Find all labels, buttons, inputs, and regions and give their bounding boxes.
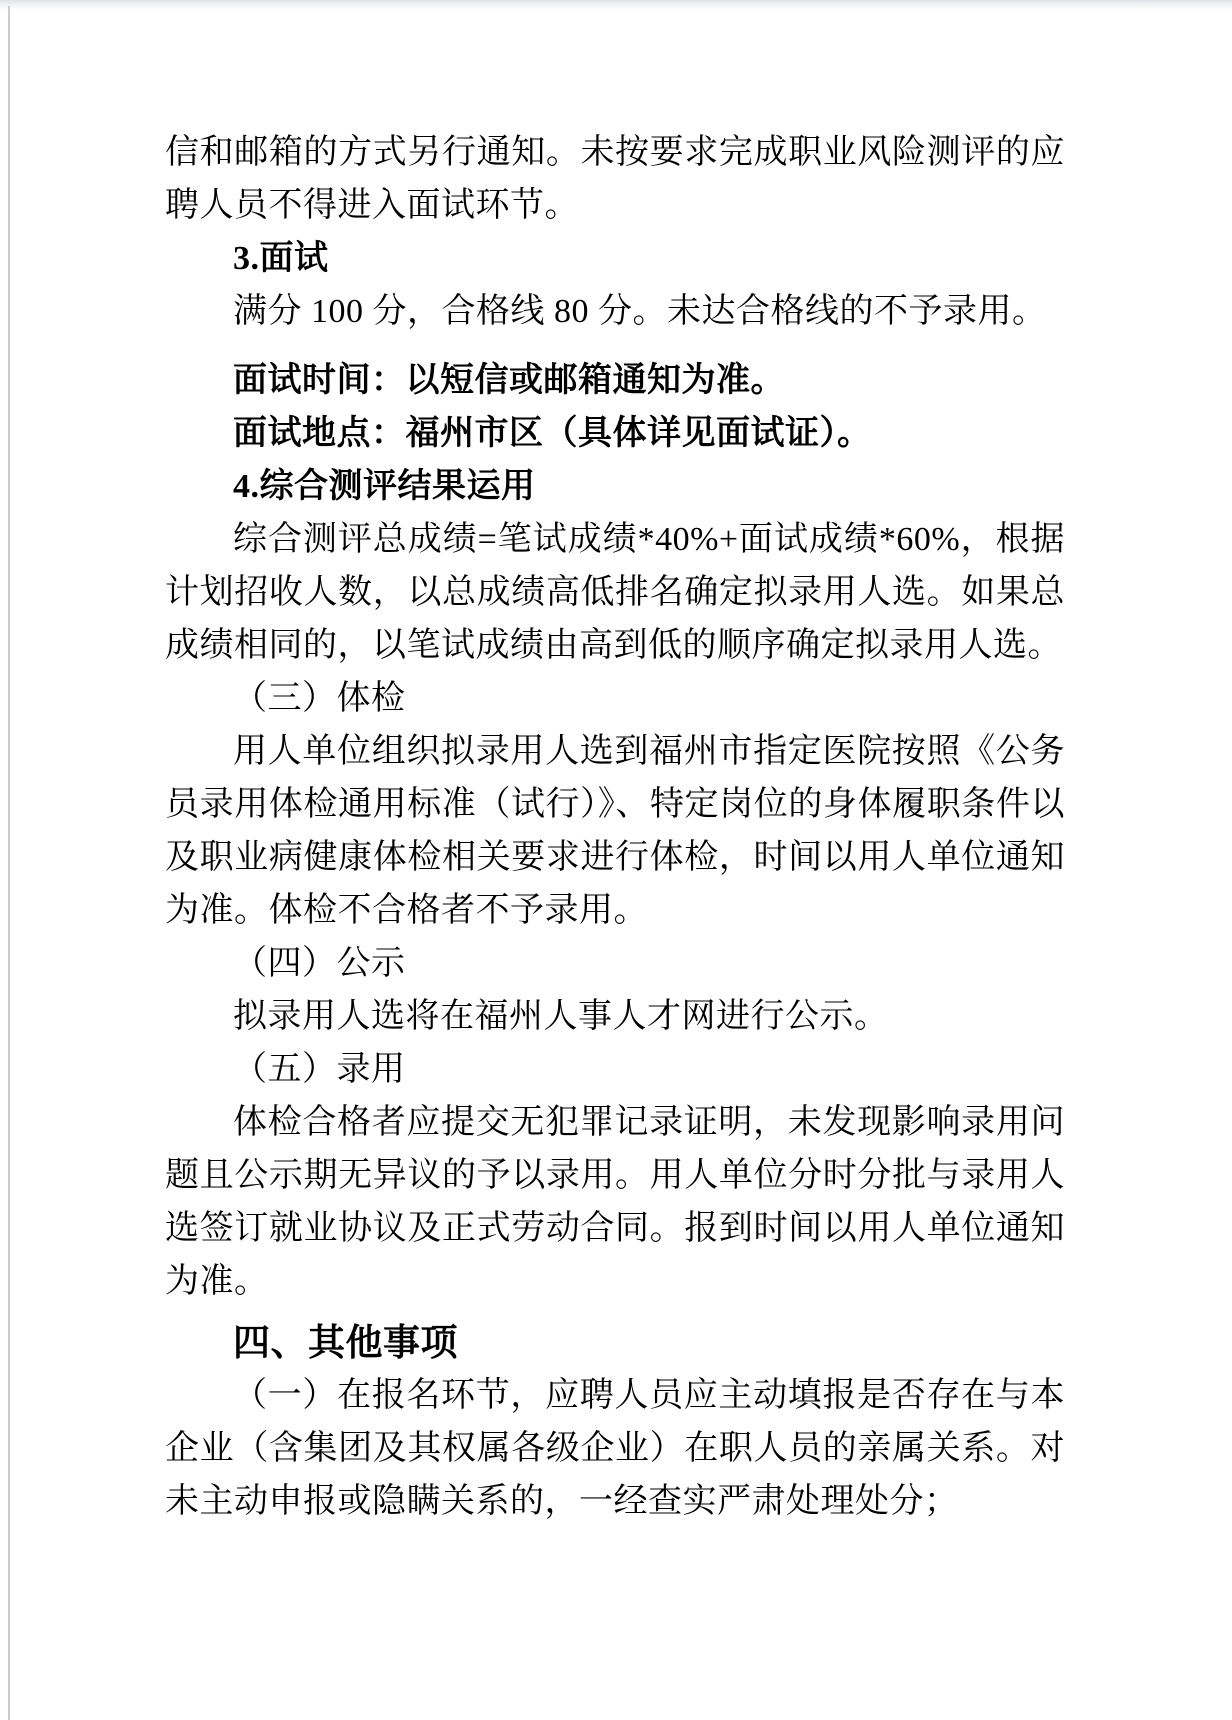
para-public-notice: 拟录用人选将在福州人事人才网进行公示。 (233, 998, 889, 1035)
document-body (165, 126, 1065, 1528)
heading-interview: 3.面试 (233, 240, 329, 277)
para-employment: 体检合格者应提交无犯罪记录证明，未发现影响录用问题且公示期无异议的予以录用。用人单位分时分批与录用人选签订就业协议及正式劳动合同。报到时间以用人单位通知为准。 (165, 1104, 1065, 1300)
para-interview-passline: 满分 100 分，合格线 80 分。未达合格线的不予录用。 (233, 293, 1047, 330)
heading-public-notice: （四）公示 (233, 945, 406, 982)
para-comprehensive-evaluation: 综合测评总成绩=笔试成绩*40%+面试成绩*60%，根据计划招收人数，以总成绩高低排名确定拟录用人选。如果总成绩相同的，以笔试成绩由高到低的顺序确定拟录用人选。 (165, 521, 1065, 664)
para-interview-location: 面试地点：福州市区（具体详见面试证）。 (233, 415, 872, 452)
para-relationship-disclosure: （一）在报名环节，应聘人员应主动填报是否存在与本企业（含集团及其权属各级企业）在职人员的亲属关系。对未主动申报或隐瞒关系的，一经查实严肃处理处分； (165, 1377, 1065, 1520)
para-risk-assessment-continuation: 信和邮箱的方式另行通知。未按要求完成职业风险测评的应聘人员不得进入面试环节。 (165, 134, 1065, 224)
heading-physical-exam: （三）体检 (233, 680, 406, 717)
para-interview-time: 面试时间：以短信或邮箱通知为准。 (233, 362, 785, 399)
para-physical-exam: 用人单位组织拟录用人选到福州市指定医院按照《公务员录用体检通用标准（试行）》、特定岗位的身体履职条件以及职业病健康体检相关要求进行体检，时间以用人单位通知为准。体检不合格者不予录用。 (165, 733, 1065, 929)
heading-other-matters: 四、其他事项 (233, 1322, 458, 1363)
page-top-shadow (0, 0, 1232, 10)
page-left-edge-line (8, 6, 10, 1720)
heading-comprehensive-evaluation: 4.综合测评结果运用 (233, 468, 536, 505)
heading-employment: （五）录用 (233, 1051, 406, 1088)
